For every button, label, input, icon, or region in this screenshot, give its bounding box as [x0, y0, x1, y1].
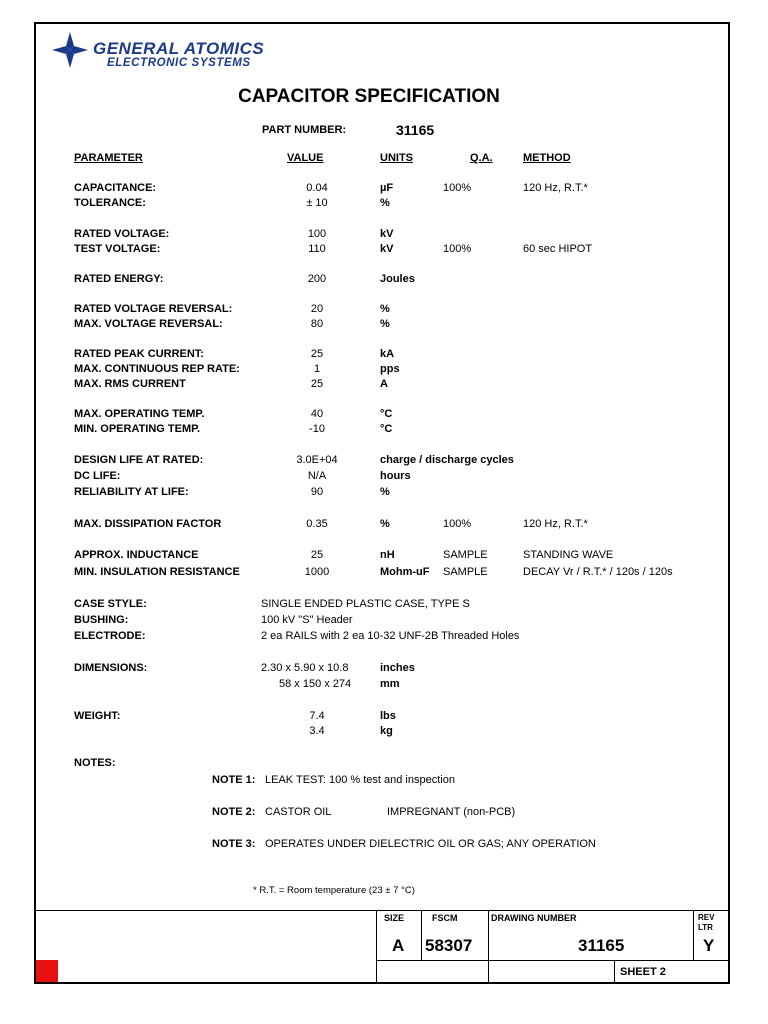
param-units: Mohm-uF [380, 566, 430, 578]
header-parameter: PARAMETER [74, 152, 143, 164]
param-qa: 100% [443, 182, 472, 194]
param-units: charge / discharge cycles [380, 454, 514, 466]
param-units: A [380, 378, 388, 390]
param-value: 25 [310, 378, 324, 390]
param-units: kV [380, 228, 394, 240]
note-3-text: OPERATES UNDER DIELECTRIC OIL OR GAS; ANY OPERATION [265, 838, 596, 850]
case-style-label: CASE STYLE: [74, 598, 147, 610]
param-qa: 100% [443, 518, 472, 530]
rev-label-top: REV [698, 913, 715, 922]
param-units: nH [380, 549, 395, 561]
param-method: STANDING WAVE [523, 549, 614, 561]
note-3-label: NOTE 3: [212, 838, 256, 850]
param-label: MAX. OPERATING TEMP. [74, 408, 205, 420]
param-label: CAPACITANCE: [74, 182, 157, 194]
rev-label-bottom: LTR [698, 923, 713, 932]
title-block-divider [488, 910, 489, 984]
param-value: 110 [308, 243, 326, 255]
param-qa: SAMPLE [443, 566, 488, 578]
note-2-label: NOTE 2: [212, 806, 256, 818]
note-2-text: CASTOR OIL [265, 806, 332, 818]
weight-label: WEIGHT: [74, 710, 121, 722]
param-value: 25 [310, 549, 324, 561]
dimensions-inches-value: 2.30 x 5.90 x 10.8 [261, 662, 349, 674]
title-block-divider [614, 960, 615, 984]
notes-label: NOTES: [74, 757, 116, 769]
param-units: °C [380, 408, 393, 420]
case-style-value: SINGLE ENDED PLASTIC CASE, TYPE S [261, 598, 470, 610]
title-block-top-line [34, 910, 730, 911]
param-units: hours [380, 470, 411, 482]
drawing-number-value: 31165 [578, 936, 625, 955]
weight-lbs-value: 7.4 [309, 710, 325, 722]
title-block-divider [376, 910, 377, 984]
param-value: 90 [310, 486, 324, 498]
param-units: % [380, 318, 390, 330]
param-value: 200 [307, 273, 327, 285]
param-label: DESIGN LIFE AT RATED: [74, 454, 204, 466]
size-label: SIZE [384, 913, 405, 923]
param-value: 0.04 [306, 182, 328, 194]
param-label: APPROX. INDUCTANCE [74, 549, 199, 561]
param-value: -10 [309, 423, 325, 435]
param-value: 1000 [304, 566, 330, 578]
dimensions-mm-units: mm [380, 678, 400, 690]
weight-kg-value: 3.4 [309, 725, 325, 737]
electrode-value: 2 ea RAILS with 2 ea 10-32 UNF-2B Threaded Holes [261, 630, 520, 642]
param-value: 40 [310, 408, 324, 420]
red-marker-box [36, 960, 58, 982]
param-value: ± 10 [306, 197, 328, 209]
param-value: 3.0E+04 [296, 454, 338, 466]
title-block-middle-line [376, 960, 730, 961]
sheet-number: SHEET 2 [620, 966, 666, 978]
param-value: 80 [310, 318, 324, 330]
param-method: 120 Hz, R.T.* [523, 182, 588, 194]
dimensions-label: DIMENSIONS: [74, 662, 148, 674]
note-2-extra: IMPREGNANT (non-PCB) [387, 806, 516, 818]
param-units: pps [380, 363, 400, 375]
param-units: % [380, 518, 390, 530]
dimensions-mm-value: 58 x 150 x 274 [279, 678, 352, 690]
param-value: 0.35 [306, 518, 328, 530]
note-1-label: NOTE 1: [212, 774, 256, 786]
param-units: % [380, 303, 390, 315]
header-qa: Q.A. [470, 152, 493, 164]
param-label: MAX. VOLTAGE REVERSAL: [74, 318, 223, 330]
general-atomics-logo-icon [50, 30, 90, 70]
param-value: 100 [307, 228, 327, 240]
param-label: MAX. DISSIPATION FACTOR [74, 518, 222, 530]
weight-lbs-units: lbs [380, 710, 396, 722]
drawing-number-label: DRAWING NUMBER [491, 913, 577, 923]
param-units: % [380, 197, 390, 209]
param-method: DECAY Vr / R.T.* / 120s / 120s [523, 566, 673, 578]
bushing-value: 100 kV "S" Header [261, 614, 353, 626]
size-value: A [392, 936, 405, 955]
header-value: VALUE [287, 152, 324, 164]
param-value: 1 [313, 363, 321, 375]
electrode-label: ELECTRODE: [74, 630, 146, 642]
title-block-divider [421, 910, 422, 960]
param-method: 120 Hz, R.T.* [523, 518, 588, 530]
title-block-divider [693, 910, 694, 960]
param-label: RATED ENERGY: [74, 273, 164, 285]
page-title: CAPACITOR SPECIFICATION [238, 86, 500, 107]
param-units: Joules [380, 273, 415, 285]
fscm-value: 58307 [425, 936, 473, 955]
param-label: RATED PEAK CURRENT: [74, 348, 204, 360]
param-value: 20 [310, 303, 324, 315]
dimensions-inches-units: inches [380, 662, 415, 674]
note-1-text: LEAK TEST: 100 % test and inspection [265, 774, 455, 786]
logo-division-name: ELECTRONIC SYSTEMS [107, 57, 251, 69]
param-label: DC LIFE: [74, 470, 121, 482]
header-method: METHOD [523, 152, 571, 164]
param-qa: SAMPLE [443, 549, 488, 561]
param-label: RATED VOLTAGE REVERSAL: [74, 303, 233, 315]
revision-letter: Y [703, 936, 715, 955]
param-method: 60 sec HIPOT [523, 243, 593, 255]
footnote-room-temperature: * R.T. = Room temperature (23 ± 7 °C) [253, 885, 415, 896]
weight-kg-units: kg [380, 725, 393, 737]
header-units: UNITS [380, 152, 413, 164]
param-units: µF [380, 182, 394, 194]
param-label: TOLERANCE: [74, 197, 146, 209]
param-value: N/A [307, 470, 327, 482]
param-units: °C [380, 423, 393, 435]
bushing-label: BUSHING: [74, 614, 129, 626]
fscm-label: FSCM [432, 913, 458, 923]
param-qa: 100% [443, 243, 472, 255]
param-label: MAX. CONTINUOUS REP RATE: [74, 363, 240, 375]
part-number-label: PART NUMBER: [262, 124, 347, 136]
param-label: MAX. RMS CURRENT [74, 378, 186, 390]
param-units: kV [380, 243, 394, 255]
param-label: MIN. OPERATING TEMP. [74, 423, 201, 435]
part-number-value: 31165 [396, 122, 435, 138]
logo-company-name: GENERAL ATOMICS [93, 39, 265, 58]
param-value: 25 [310, 348, 324, 360]
param-units: kA [380, 348, 395, 360]
param-units: % [380, 486, 390, 498]
param-label: TEST VOLTAGE: [74, 243, 161, 255]
param-label: RELIABILITY AT LIFE: [74, 486, 189, 498]
param-label: RATED VOLTAGE: [74, 228, 170, 240]
param-label: MIN. INSULATION RESISTANCE [74, 566, 240, 578]
